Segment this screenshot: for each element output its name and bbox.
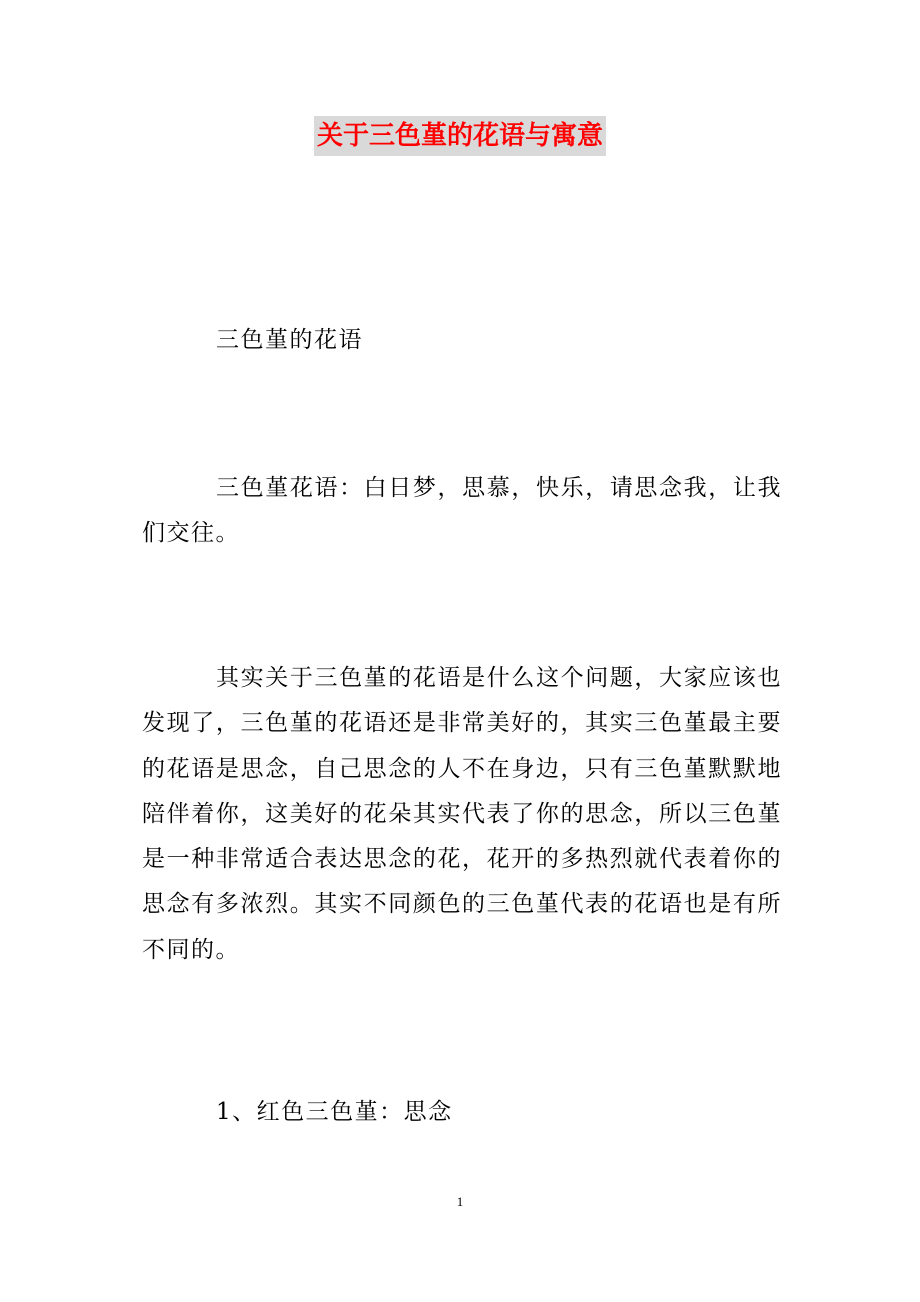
flower-language-paragraph: 三色堇花语：白日梦，思慕，快乐，请思念我，让我们交往。 — [142, 475, 782, 547]
document-title — [0, 116, 920, 156]
list-item-paragraph: 1、红色三色堇：思念 — [216, 1099, 453, 1125]
body-paragraph: 其实关于三色堇的花语是什么这个问题，大家应该也发现了，三色堇的花语还是非常美好的，其实三色堇最主要的花语是思念，自己思念的人不在身边，只有三色堇默默地陪伴着你，这美好的花朵其实代表了你的思念，所以三色堇是一种非常适合表达思念的花，花开的多热烈就代表着你的思念有多浓烈。其实不同颜色的三色堇代表的花语也是有所不同的。 — [142, 665, 782, 963]
document-title-text: 关于三色堇的花语与寓意 — [314, 116, 606, 156]
page-number: 1 — [456, 1194, 464, 1209]
section-heading-paragraph: 三色堇的花语 — [216, 327, 363, 353]
